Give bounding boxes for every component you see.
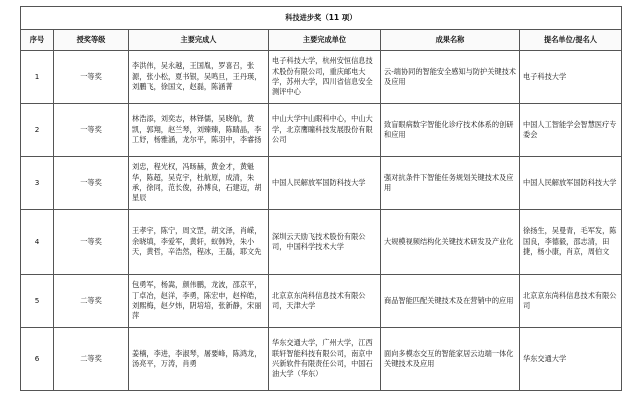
table-row (21, 275, 622, 328)
row-achievement: 面向多模态交互的智能家居云边端一体化关键技术及应用 (381, 328, 520, 391)
header-cell-people: 主要完成人 (129, 30, 269, 51)
row-achievement: 云-端协同的智能安全感知与防护关键技术及应用 (381, 51, 520, 104)
table-row (21, 157, 622, 210)
row-nominator: 华东交通大学 (520, 328, 622, 391)
table-row (21, 51, 622, 104)
row-achievement: 商品智能匹配关键技术及在营销中的应用 (381, 275, 520, 328)
row-people: 李洪伟，吴永越，王国胤，罗喜召，张源，张小松，夏书银，吴鸣旦，王丹瑛，刘鹏飞，徐国文，赵磊，陈涵菁 (129, 51, 269, 104)
row-people: 林浩添，刘奕志，林铎儒，吴晓航，黄凯，郭翔，赵兰琴，刘臻臻，陈睛晶，李工妤，杨雅涵，龙尔平，陈羽中，李睿扬 (129, 104, 269, 157)
row-level: 一等奖 (54, 157, 129, 210)
row-units: 北京京东尚科信息技术有限公司，天津大学 (269, 275, 381, 328)
title-text: 科技进步奖 (285, 12, 322, 22)
row-level: 二等奖 (54, 275, 129, 328)
award-table (20, 6, 622, 391)
table-row (21, 328, 622, 391)
row-number: 5 (21, 275, 54, 328)
row-number: 1 (21, 51, 54, 104)
header-cell-level: 授奖等级 (54, 30, 129, 51)
table-row (21, 210, 622, 275)
row-units: 华东交通大学，广州大学，江西联轩智能科技有限公司，南京中兴新软件有限责任公司，中国石油大学（华东） (269, 328, 381, 391)
header-cell-nominator: 提名单位/提名人 (520, 30, 622, 51)
row-people: 姜楠，李进，李淑琴，屠要峰，陈鸿龙，汤亮平，万涛，肖勇 (129, 328, 269, 391)
row-level: 一等奖 (54, 51, 129, 104)
table-title-row (21, 7, 622, 30)
row-number: 2 (21, 104, 54, 157)
row-people: 刘忠，程光权，冯旸赫，黄金才，黄魁华，陈超，吴克宇，杜航原，成清，朱承，徐同，范长俊，孙博良，石建迈，胡星辰 (129, 157, 269, 210)
header-cell-units: 主要完成单位 (269, 30, 381, 51)
title-count: （11 项） (321, 12, 357, 22)
row-level: 一等奖 (54, 210, 129, 275)
row-units: 中山大学中山眼科中心，中山大学，北京鹰瞳科技发展股份有限公司 (269, 104, 381, 157)
row-nominator: 中国人工智能学会智慧医疗专委会 (520, 104, 622, 157)
row-achievement: 大规模视频结构化关键技术研发及产业化 (381, 210, 520, 275)
row-nominator: 电子科技大学 (520, 51, 622, 104)
row-nominator: 北京京东尚科信息技术有限公司 (520, 275, 622, 328)
table-row (21, 104, 622, 157)
row-nominator: 徐扬生，吴曼青，毛军发，陈国良，李德毅，邵志清，田捷，杨小康，肖京，周伯文 (520, 210, 622, 275)
header-cell-achievement: 成果名称 (381, 30, 520, 51)
row-number: 6 (21, 328, 54, 391)
row-number: 3 (21, 157, 54, 210)
award-table-sheet (20, 6, 621, 391)
row-units: 中国人民解放军国防科技大学 (269, 157, 381, 210)
row-people: 王孝宇，陈宁，周文罡，胡文泽，肖嵘，余晓填，李爱军，黄轩，蚁韩羚，朱小天，黄哲，辛浩然，程冰，王磊，耶文先 (129, 210, 269, 275)
header-row (21, 30, 622, 51)
row-achievement: 致盲眼病数字智能化诊疗技术体系的创研和应用 (381, 104, 520, 157)
row-nominator: 中国人民解放军国防科技大学 (520, 157, 622, 210)
row-level: 一等奖 (54, 104, 129, 157)
row-number: 4 (21, 210, 54, 275)
row-units: 电子科技大学，杭州安恒信息技术股份有限公司，重庆邮电大学，苏州大学，四川省信息安全测评中心 (269, 51, 381, 104)
row-units: 深圳云天励飞技术股份有限公司，中国科学技术大学 (269, 210, 381, 275)
row-people: 包勇军，杨嵩，颜伟鹏，龙波，邵京平，丁卓冶，赵洋，李勇，陈宏申，赵梓皓，刘熙梅，赵夕炜，阴培培，张新静，宋丽萍 (129, 275, 269, 328)
row-level: 二等奖 (54, 328, 129, 391)
row-achievement: 强对抗条件下智能任务规划关键技术及应用 (381, 157, 520, 210)
header-cell-number: 序号 (21, 30, 54, 51)
table-title (21, 7, 622, 30)
